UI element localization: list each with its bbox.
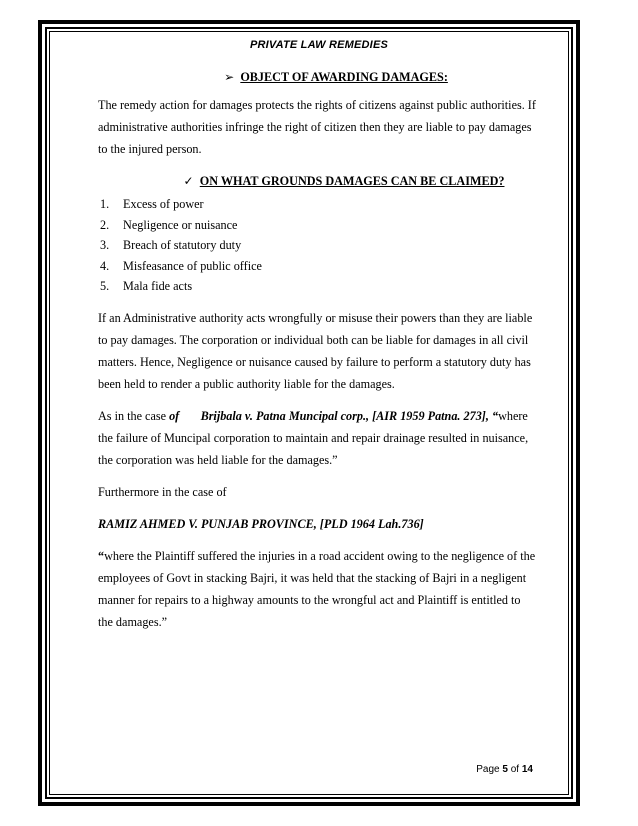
footer-page-label: Page: [476, 764, 503, 775]
case-intro: As in the case: [98, 408, 170, 423]
quote-open: “: [98, 548, 105, 563]
list-item-text: Excess of power: [123, 197, 204, 211]
list-item: [98, 276, 538, 297]
grounds-list: [98, 194, 538, 297]
footer-page-total: 14: [521, 764, 533, 775]
list-item-text: Breach of statutory duty: [123, 238, 242, 252]
list-item: [98, 235, 538, 256]
list-item-text: Mala fide acts: [123, 279, 193, 293]
case-of: of: [169, 408, 180, 423]
paragraph-case-ramiz: [98, 545, 538, 633]
list-item-text: Misfeasance of public office: [123, 258, 262, 273]
section-heading-object: [98, 66, 538, 88]
list-item-text: Negligence or nuisance: [123, 217, 238, 232]
list-item-number: 1.: [100, 197, 110, 211]
case-name-ramiz-line: [98, 513, 538, 535]
case-ramiz-text: where the Plaintiff suffered the injuries in a road accident owing to the negligence of the employees of Govt in stacking Bajri, it was held that the stacking of Bajri in a negligent manner for repairs to a highway amounts to the wrongful act and Plaintiff is entitled to the damages.”: [98, 548, 536, 629]
section-heading-grounds: [98, 170, 538, 192]
paragraph-administrative-authority: If an Administrative authority acts wrongfully or misuse their powers than they are liable to pay damages. The corporation or individual both can be liable for damages in all civil matters. Hence, Negligence or nuisance caused by failure to perform a statutory duty has been held to render a public authority liable for the damages.: [98, 310, 533, 391]
case-name-brijbala: Brijbala v. Patna Muncipal corp., [AIR 1959 Patna. 273], “: [200, 408, 499, 423]
footer-page-number: 5: [502, 764, 508, 775]
running-header: PRIVATE LAW REMEDIES: [249, 39, 389, 51]
section-heading-grounds-text: ON WHAT GROUNDS DAMAGES CAN BE CLAIMED?: [199, 174, 505, 188]
footer-of-label: of: [507, 764, 522, 775]
checkmark-bullet-icon: ✓: [183, 174, 194, 188]
page-footer: [476, 764, 533, 775]
list-item-number: 5.: [100, 279, 110, 293]
section-heading-object-text: OBJECT OF AWARDING DAMAGES:: [240, 70, 448, 84]
list-item: [98, 215, 538, 236]
list-item-number: 4.: [100, 258, 110, 273]
list-item-number: 3.: [100, 238, 110, 252]
page-content: [98, 66, 538, 643]
case-brijbala-text: where the failure of Muncipal corporation to maintain and repair drainage resulted in nuisance, the corporation was held liable for the damages.”: [98, 408, 529, 467]
list-item: [98, 256, 538, 277]
paragraph-case-brijbala: [98, 405, 538, 471]
paragraph-furthermore: Furthermore in the case of: [98, 484, 227, 499]
arrow-bullet-icon: ➢: [224, 70, 235, 84]
list-item-number: 2.: [100, 217, 110, 232]
list-item: [98, 194, 538, 215]
paragraph-remedy: The remedy action for damages protects the rights of citizens against public authorities. If administrative authorities infringe the right of citizen then they are liable to pay damages to the injured person.: [98, 98, 536, 156]
case-name-ramiz: RAMIZ AHMED V. PUNJAB PROVINCE, [PLD 1964 Lah.736]: [98, 516, 424, 531]
